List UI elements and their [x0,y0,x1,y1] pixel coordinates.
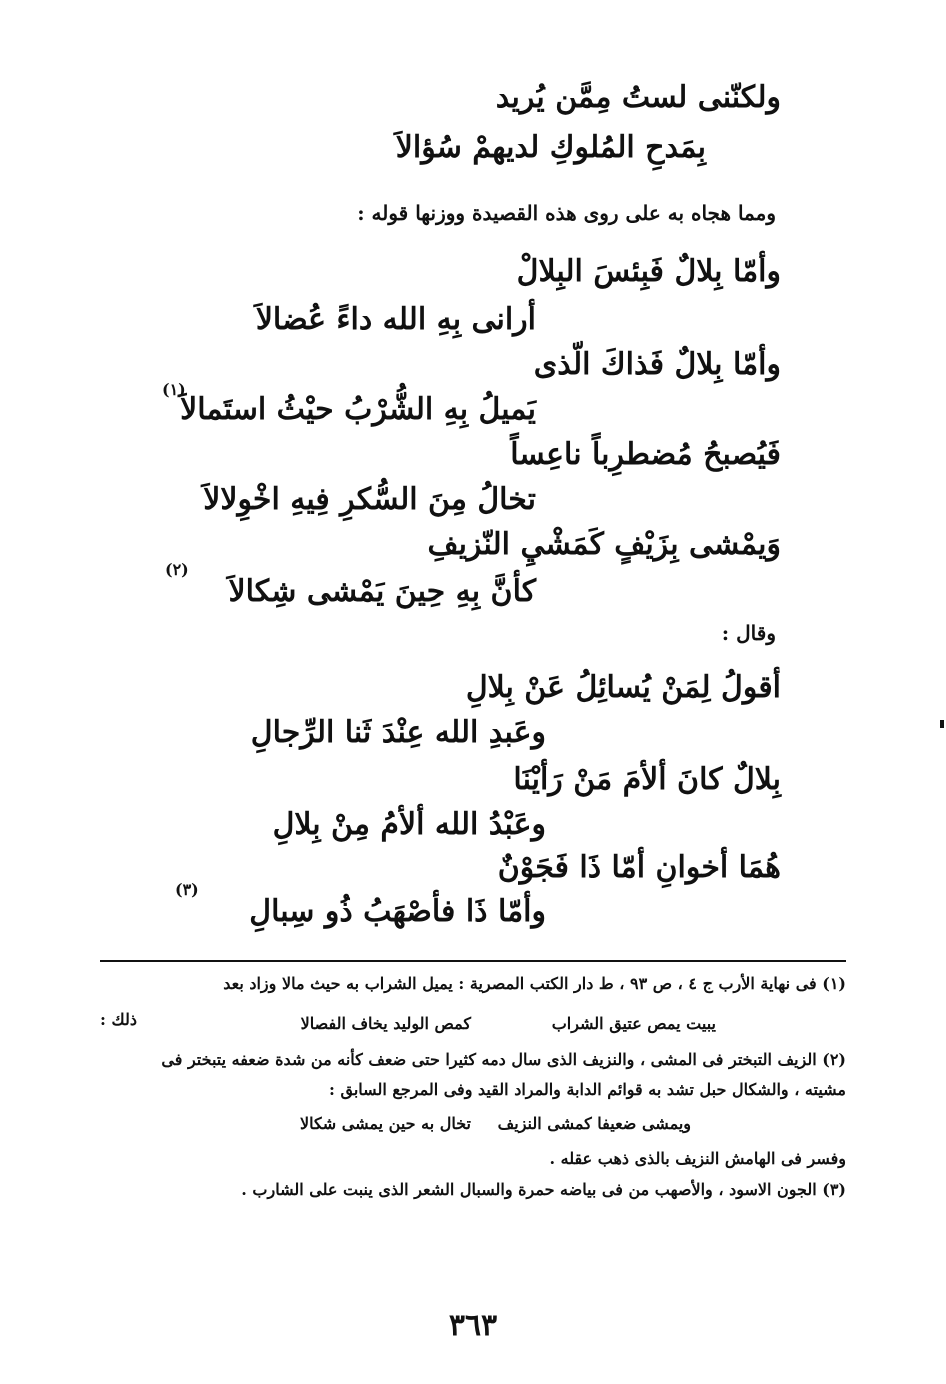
verse-line: وعَبدِ الله عِنْدَ ثَنا الرِّجالِ [250,715,546,750]
verse-line: وأمّا بِلالٌ فَبِئسَ البِلالْ [516,254,781,289]
footnote-line: (١) فى نهاية الأرب ج ٤ ، ص ٩٣ ، ط دار الكتب المصرية : يميل الشراب به حيث مالا وزاد بعد [223,974,846,993]
footnote-line: (٣) الجون الاسود ، والأصهب من فى بياضه حمرة والسبال الشعر الذى ينبت على الشارب . [241,1180,846,1199]
footnote-marker: (١) [162,380,186,399]
verse-line: فَيُصبحُ مُضطرِباً ناعِساً [510,437,781,472]
footnote-line: مشيته ، والشكال حبل تشد به قوائم الدابة والمراد القيد وفى المرجع السابق : [329,1080,846,1099]
verse-line: كأنَّ بِهِ حِينَ يَمْشى شِكالاَ [228,574,536,609]
footnote-line: (٢) الزيف التبختر فى المشى ، والنزيف الذى سال دمه كثيرا حتى ضعف كأنه من شدة ضعفه يتبختر فى [161,1050,846,1069]
verse-line: بِمَدحِ المُلوكِ لديهمْ سُؤالاَ [395,130,706,165]
scan-artifact [940,720,944,728]
intro-text: ومما هجاه به على روى هذه القصيدة ووزنها قوله : [357,201,776,225]
verse-line: تخالُ مِنَ السُّكرِ فِيهِ اخْوِلالاَ [203,482,536,517]
footnote-verse: يبيت يمص عتيق الشراب [551,1014,716,1033]
verse-line: يَميلُ بِهِ الشُّرْبُ حيْثُ استَمالاَ [180,392,536,427]
footnote-line: وفسر فى الهامش النزيف بالذى ذهب عقله . [549,1149,846,1168]
footnote-line: ذلك : [100,1010,137,1029]
verse-line: بِلالٌ كانَ ألأمَ مَنْ رَأيْنَا [513,762,781,797]
page-number: ٣٦٣ [448,1308,498,1343]
footnote-verse: ويمشى ضعيفا كمشى النزيف [497,1114,691,1133]
verse-line: وَيمْشى بِزَيْفٍ كَمَشْيِ النّزيفِ [427,527,781,562]
footnote-verse: تخال به حين يمشى شكالا [299,1114,471,1133]
verse-line: وعَبْدُ الله ألأمُ مِنْ بِلالِ [272,807,546,842]
verse-line: وأمّا ذَا فأصْهَبُ ذُو سِبالِ [249,894,546,929]
verse-line: أرانى بِهِ الله داءً عُضالاَ [255,302,536,337]
footnote-marker: (٢) [165,560,189,579]
intro-text: وقال : [721,621,776,645]
verse-line: وأمّا بِلالٌ فَذاكَ الّذى [533,347,781,382]
verse-line: أقولُ لِمَنْ يُسائِلُ عَنْ بِلالِ [465,670,781,705]
verse-line: هُمَا أخوانِ أمّا ذَا فَجَوْنٌ [497,850,781,885]
footnote-verse: كمص الوليد يخاف الفصالا [300,1014,471,1033]
verse-line: ولكنّنى لستُ مِمَّن يُريد [495,80,781,115]
footnote-marker: (٣) [175,880,199,899]
footnote-separator [100,960,846,962]
